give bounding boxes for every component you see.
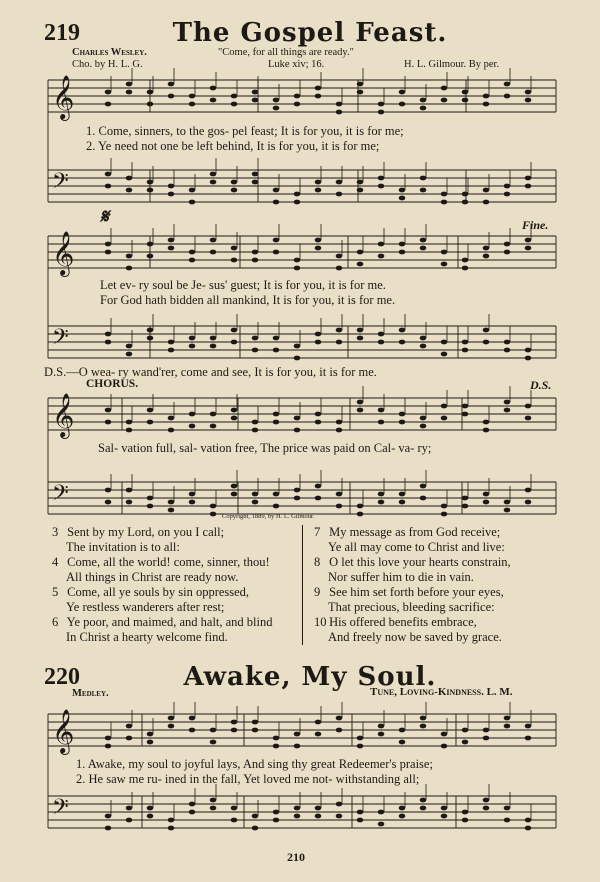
tune-name: Tune, Loving-Kindness. L. M. [370,686,513,698]
epigraph: "Come, for all things are ready." [218,47,354,58]
verses-right: 7 My message as from God receive; Ye all may come to Christ and live: 8 O let this love your hearts constrain, Nor suffer him to die in vain. 9 See him set forth before your eyes, That precious, bleeding sacrifice: 10 His offered benefits embrace, And freely now be saved by grace. [314,525,511,644]
svg-text:𝄞: 𝄞 [52,231,75,275]
svg-text:𝄢: 𝄢 [52,481,69,511]
scripture-ref: Luke xiv; 16. [268,59,325,70]
fine-mark: Fine. [522,218,549,232]
verse-10: 10 His offered benefits embrace, [314,615,477,629]
svg-text:𝄞: 𝄞 [52,75,75,119]
svg-text:𝄞: 𝄞 [52,709,75,753]
lyric-line: 1. Awake, my soul to joyful lays, And sing thy great Redeemer's praise; [76,757,433,771]
verse-8: 8 O let this love your hearts constrain, [314,555,511,569]
ds-mark: D.S. [530,378,552,392]
verse-4: 4 Come, all the world! come, sinner, thou! [52,555,270,569]
verse-5: 5 Come, all ye souls by sin oppressed, [52,585,250,599]
lyric-line: 1. Come, sinners, to the gos- pel feast; It is for you, it is for me; [86,124,404,138]
hymn-title: Awake, My Soul. [183,662,437,692]
verse-7: 7 My message as from God receive; [314,525,501,539]
author-credit: Charles Wesley. [72,47,147,58]
page-number: 210 [287,850,305,864]
verses-left: 3 Sent by my Lord, on you I call; The invitation is to all: 4 Come, all the world! come, sinner, thou! All things in Christ are ready now. 5 Come, all ye souls by sin oppressed, Ye restless wanderers after rest; 6 Ye poor, and maimed, and halt, and blind In Christ a hearty welcome find. [52,525,273,644]
copyright: Copyright, 1889, by H. L. Gilmour. [222,513,315,520]
verse-9: 9 See him set forth before your eyes, [314,585,504,599]
segno-sign: 𝄋 [100,206,109,228]
chorus-credit: Cho. by H. L. G. [72,59,143,70]
svg-text:𝄞: 𝄞 [52,393,75,437]
verse-3: 3 Sent by my Lord, on you I call; [52,525,225,539]
lyric-line: 2. He saw me ru- ined in the fall, Yet loved me not- withstanding all; [76,772,420,786]
ds-lyric-line: D.S.—O wea- ry wand'rer, come and see, It is for you, it is for me. [44,365,377,379]
tune-source: Medley. [72,688,109,699]
chorus-lyric: Sal- vation full, sal- vation free, The price was paid on Cal- va- ry; [98,441,432,455]
hymn-number: 219 [44,20,80,46]
svg-text:𝄢: 𝄢 [52,169,69,199]
svg-text:𝄢: 𝄢 [52,795,69,825]
verse-6: 6 Ye poor, and maimed, and halt, and blind [52,615,273,629]
chorus-label: CHORUS. [86,378,139,390]
hymn-title: The Gospel Feast. [172,18,448,48]
lyric-line: Let ev- ry soul be Je- sus' guest; It is for you, it is for me. [100,278,386,292]
svg-text:𝄢: 𝄢 [52,325,69,355]
hymn-number: 220 [44,664,80,690]
composer-credit: H. L. Gilmour. By per. [404,59,500,70]
verse-divider [302,525,303,645]
lyric-line: 2. Ye need not one be left behind, It is for you, it is for me; [86,139,380,153]
lyric-line: For God hath bidden all mankind, It is for you, it is for me. [100,293,396,307]
